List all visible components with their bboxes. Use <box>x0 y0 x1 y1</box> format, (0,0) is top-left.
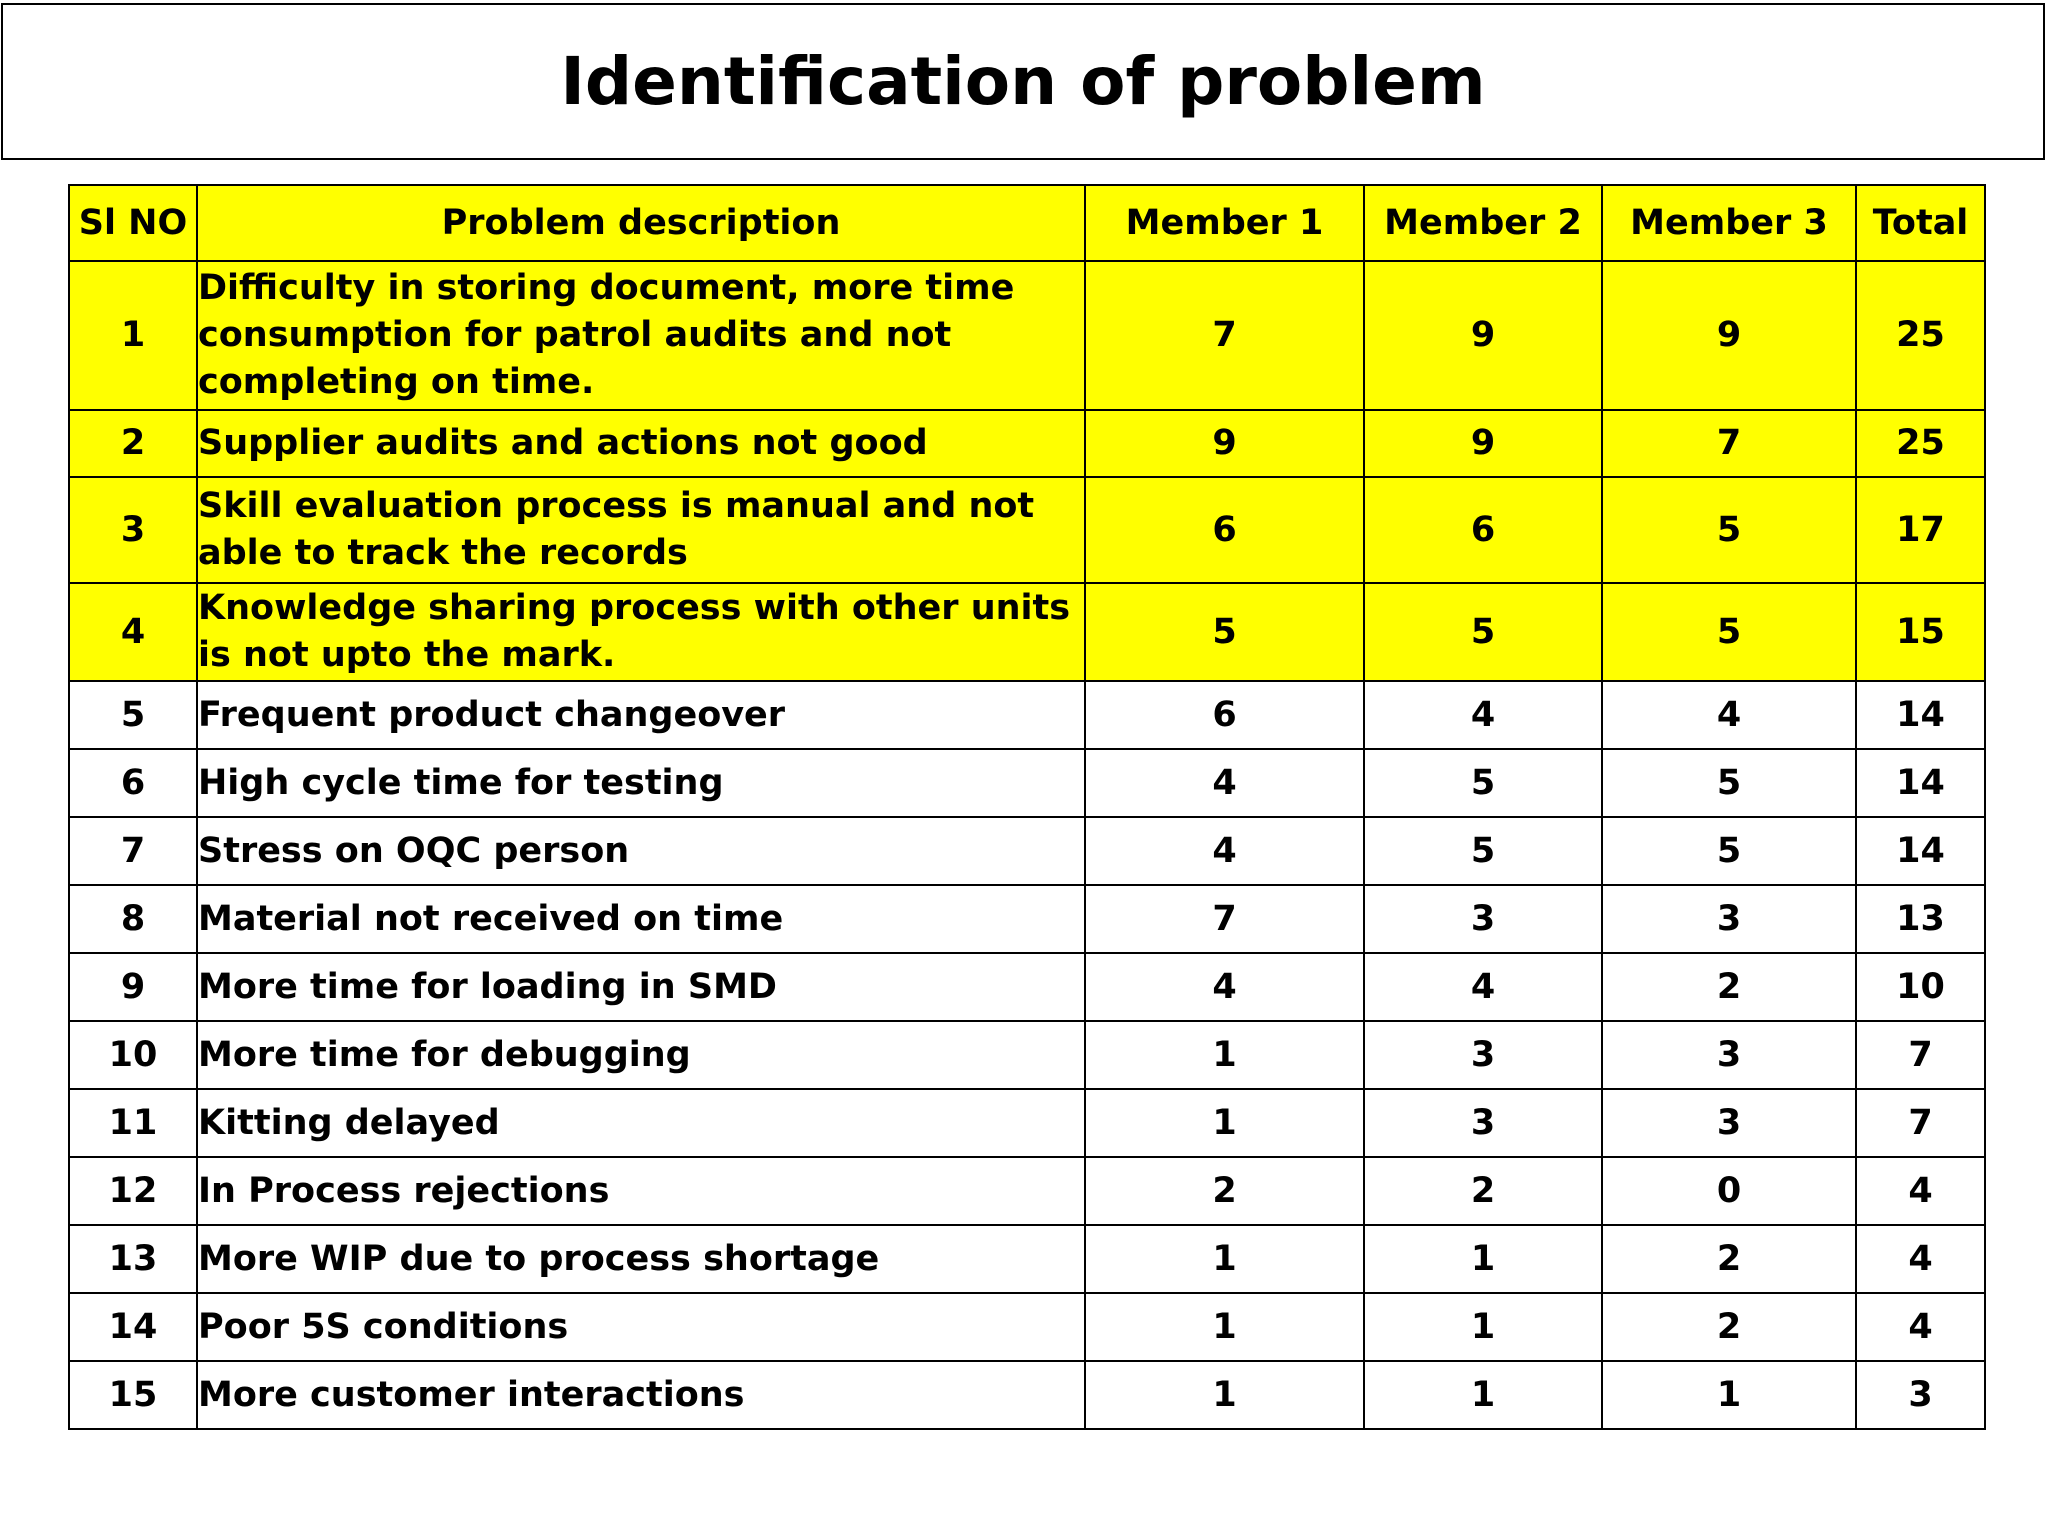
cell-sl-no: 7 <box>69 817 197 885</box>
cell-member-3: 2 <box>1602 1225 1856 1293</box>
cell-total: 15 <box>1856 583 1985 681</box>
cell-member-3: 5 <box>1602 583 1856 681</box>
cell-member-1: 1 <box>1085 1225 1364 1293</box>
cell-member-3: 1 <box>1602 1361 1856 1429</box>
cell-sl-no: 10 <box>69 1021 197 1089</box>
cell-description: In Process rejections <box>197 1157 1085 1225</box>
cell-member-1: 4 <box>1085 749 1364 817</box>
cell-member-3: 5 <box>1602 749 1856 817</box>
cell-sl-no: 1 <box>69 261 197 410</box>
cell-total: 14 <box>1856 817 1985 885</box>
table-row <box>69 749 1985 817</box>
table-row <box>69 1293 1985 1361</box>
cell-description: Knowledge sharing process with other units is not upto the mark. <box>197 583 1085 681</box>
cell-total: 10 <box>1856 953 1985 1021</box>
table-row <box>69 1089 1985 1157</box>
header-total: Total <box>1856 185 1985 261</box>
cell-member-3: 9 <box>1602 261 1856 410</box>
cell-sl-no: 6 <box>69 749 197 817</box>
cell-member-2: 9 <box>1364 261 1602 410</box>
cell-total: 25 <box>1856 410 1985 477</box>
header-member-1: Member 1 <box>1085 185 1364 261</box>
cell-member-2: 1 <box>1364 1293 1602 1361</box>
cell-member-2: 5 <box>1364 817 1602 885</box>
cell-member-2: 3 <box>1364 1021 1602 1089</box>
cell-sl-no: 9 <box>69 953 197 1021</box>
cell-member-2: 1 <box>1364 1361 1602 1429</box>
cell-member-3: 0 <box>1602 1157 1856 1225</box>
cell-total: 3 <box>1856 1361 1985 1429</box>
table-header-row <box>69 185 1985 261</box>
cell-sl-no: 2 <box>69 410 197 477</box>
cell-sl-no: 11 <box>69 1089 197 1157</box>
table-row <box>69 410 1985 477</box>
cell-sl-no: 4 <box>69 583 197 681</box>
cell-member-1: 1 <box>1085 1293 1364 1361</box>
cell-member-2: 4 <box>1364 681 1602 749</box>
cell-member-3: 4 <box>1602 681 1856 749</box>
cell-description: More WIP due to process shortage <box>197 1225 1085 1293</box>
cell-member-1: 7 <box>1085 885 1364 953</box>
cell-sl-no: 3 <box>69 477 197 583</box>
cell-description: Frequent product changeover <box>197 681 1085 749</box>
cell-member-2: 4 <box>1364 953 1602 1021</box>
cell-member-1: 7 <box>1085 261 1364 410</box>
table-row <box>69 885 1985 953</box>
table-row <box>69 1361 1985 1429</box>
cell-description: High cycle time for testing <box>197 749 1085 817</box>
cell-description: Stress on OQC person <box>197 817 1085 885</box>
cell-description: Poor 5S conditions <box>197 1293 1085 1361</box>
cell-total: 14 <box>1856 749 1985 817</box>
title-box <box>1 3 2045 160</box>
cell-member-1: 1 <box>1085 1361 1364 1429</box>
cell-member-1: 5 <box>1085 583 1364 681</box>
table-row <box>69 817 1985 885</box>
cell-member-2: 3 <box>1364 885 1602 953</box>
cell-member-2: 6 <box>1364 477 1602 583</box>
cell-total: 7 <box>1856 1021 1985 1089</box>
cell-total: 4 <box>1856 1225 1985 1293</box>
cell-description: More time for loading in SMD <box>197 953 1085 1021</box>
cell-total: 13 <box>1856 885 1985 953</box>
cell-member-3: 3 <box>1602 1089 1856 1157</box>
cell-member-3: 2 <box>1602 1293 1856 1361</box>
header-member-3: Member 3 <box>1602 185 1856 261</box>
table-row <box>69 953 1985 1021</box>
header-problem-description: Problem description <box>197 185 1085 261</box>
cell-sl-no: 15 <box>69 1361 197 1429</box>
cell-description: More time for debugging <box>197 1021 1085 1089</box>
cell-member-3: 5 <box>1602 477 1856 583</box>
page-title: Identification of problem <box>560 43 1486 120</box>
cell-sl-no: 14 <box>69 1293 197 1361</box>
cell-member-1: 4 <box>1085 817 1364 885</box>
cell-description: Material not received on time <box>197 885 1085 953</box>
cell-member-2: 9 <box>1364 410 1602 477</box>
cell-member-1: 6 <box>1085 681 1364 749</box>
cell-description: Skill evaluation process is manual and not able to track the records <box>197 477 1085 583</box>
cell-member-2: 5 <box>1364 583 1602 681</box>
cell-member-1: 6 <box>1085 477 1364 583</box>
cell-member-3: 3 <box>1602 1021 1856 1089</box>
cell-total: 14 <box>1856 681 1985 749</box>
cell-member-3: 5 <box>1602 817 1856 885</box>
table-row <box>69 681 1985 749</box>
cell-sl-no: 5 <box>69 681 197 749</box>
cell-sl-no: 13 <box>69 1225 197 1293</box>
cell-member-3: 2 <box>1602 953 1856 1021</box>
header-member-2: Member 2 <box>1364 185 1602 261</box>
cell-member-2: 2 <box>1364 1157 1602 1225</box>
cell-description: Supplier audits and actions not good <box>197 410 1085 477</box>
problem-table <box>68 184 1986 1430</box>
table-row <box>69 477 1985 583</box>
cell-member-2: 3 <box>1364 1089 1602 1157</box>
cell-member-2: 1 <box>1364 1225 1602 1293</box>
cell-sl-no: 12 <box>69 1157 197 1225</box>
cell-total: 4 <box>1856 1293 1985 1361</box>
cell-total: 25 <box>1856 261 1985 410</box>
cell-member-1: 1 <box>1085 1021 1364 1089</box>
table-row <box>69 1021 1985 1089</box>
cell-member-3: 3 <box>1602 885 1856 953</box>
cell-member-1: 1 <box>1085 1089 1364 1157</box>
header-sl-no: Sl NO <box>69 185 197 261</box>
cell-member-1: 9 <box>1085 410 1364 477</box>
cell-total: 7 <box>1856 1089 1985 1157</box>
cell-sl-no: 8 <box>69 885 197 953</box>
table-row <box>69 1225 1985 1293</box>
table-row <box>69 1157 1985 1225</box>
cell-total: 17 <box>1856 477 1985 583</box>
cell-member-1: 4 <box>1085 953 1364 1021</box>
cell-total: 4 <box>1856 1157 1985 1225</box>
cell-description: Kitting delayed <box>197 1089 1085 1157</box>
cell-member-2: 5 <box>1364 749 1602 817</box>
table-row <box>69 583 1985 681</box>
cell-member-3: 7 <box>1602 410 1856 477</box>
cell-member-1: 2 <box>1085 1157 1364 1225</box>
cell-description: More customer interactions <box>197 1361 1085 1429</box>
table-row <box>69 261 1985 410</box>
cell-description: Difficulty in storing document, more time consumption for patrol audits and not completing on time. <box>197 261 1085 410</box>
